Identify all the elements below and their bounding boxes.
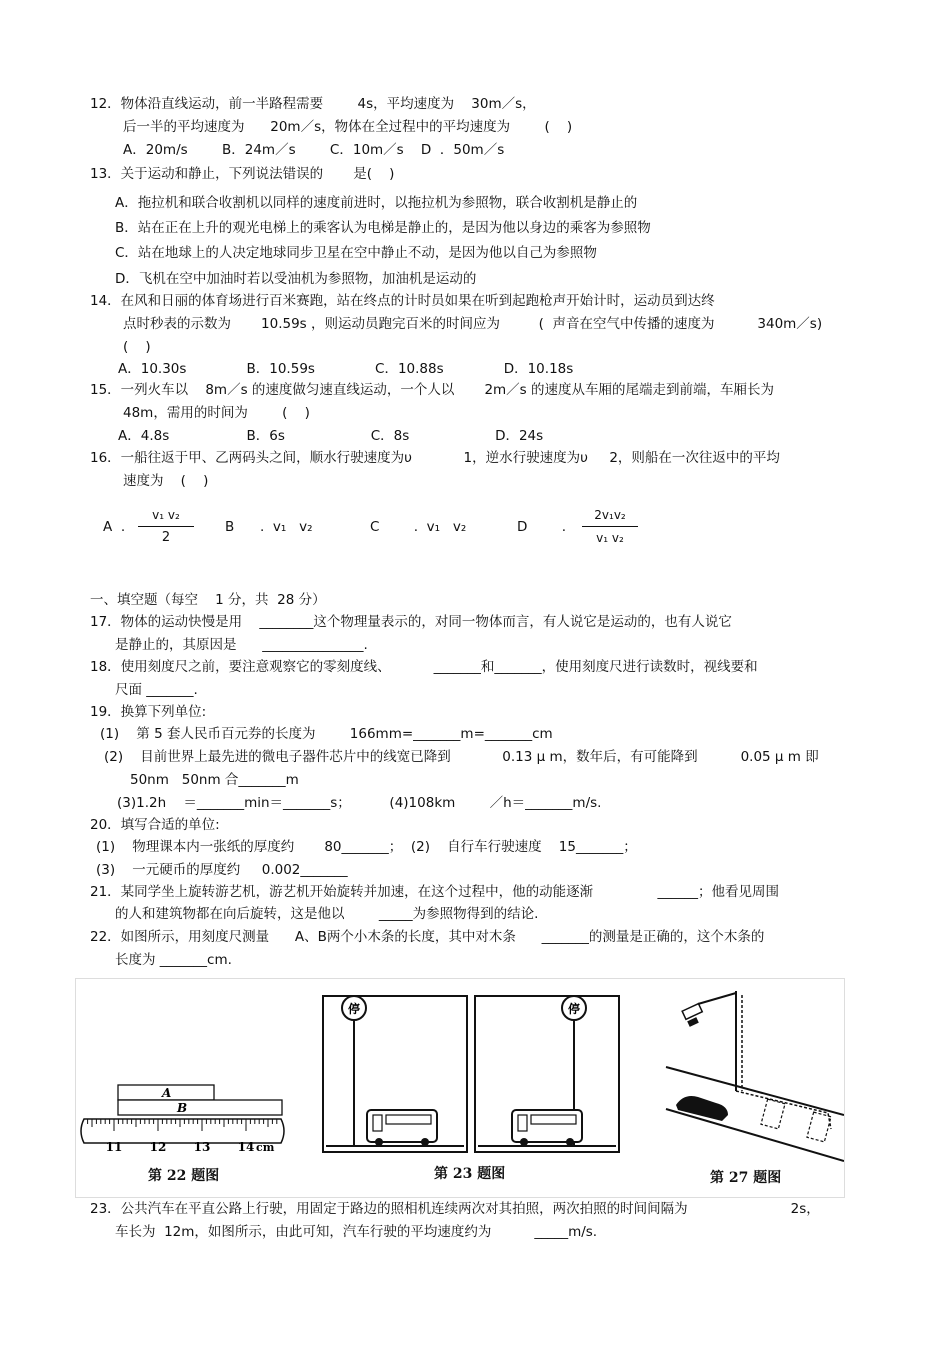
strip-a-label: A [162,1086,172,1100]
q20-items1-2: (1) 物理课本内一张纸的厚度约 80_______； (2) 自行车行驶速度 15_______； [96,839,637,855]
q19-stem: 19．换算下列单位: [90,704,207,720]
figure-strip [75,978,845,1198]
fraction-bar [582,526,638,527]
q16-option-a-denominator: 2 [161,530,171,545]
q18-line2: 尺面 _______. [115,682,198,698]
q15-line2: 48m，需用的时间为 ( ) [123,405,310,421]
q17-line2: 是静止的，其原因是 _______________. [115,637,368,653]
fraction-bar [138,526,194,527]
q16-option-b: B . v₁ v₂ [225,519,313,535]
fig22-ruler-figure [81,1085,284,1154]
q20-item3: (3) 一元硬币的厚度约 0.002_______ [96,862,348,878]
q13-option-b: B．站在正在上升的观光电梯上的乘客认为电梯是静止的，是因为他以身边的乘客为参照物 [115,220,651,236]
q16-option-a-label: A . [103,519,126,535]
stop-sign-text: 停 [347,1002,361,1016]
q20-stem: 20．填写合适的单位: [90,817,220,833]
q18-line1: 18．使用刻度尺之前，要注意观察它的零刻度线、 _______和_______，使用刻度尺进行读数时，视线要和 [90,659,758,675]
q19-item1: (1) 第 5 套人民币百元券的长度为 166mm=_______m=_______cm [100,726,553,742]
q19-item2: (2) 目前世界上最先进的微电子器件芯片中的线宽已降到 0.13 μ m，数年后，有可能降到 0.05 μ m 即 [104,749,819,765]
strip-b [118,1100,282,1115]
ruler-unit: cm [256,1141,275,1154]
fig27-caption: 第 27 题图 [710,1170,782,1186]
fig22-caption: 第 22 题图 [148,1168,220,1184]
q21-line1: 21．某同学坐上旋转游艺机，游艺机开始旋转并加速，在这个过程中，他的动能逐渐 ______；他看见周围 [90,884,780,900]
stop-sign-text: 停 [567,1002,581,1016]
q12-options: A．20m/s B．24m／s C．10m／s D ．50m／s [123,142,505,158]
q14-options: A．10.30s B．10.59s C．10.88s D．10.18s [118,361,574,377]
ruler-tick-label: 14 [237,1140,255,1154]
q13-stem: 13．关于运动和静止，下列说法错误的 是( ) [90,166,395,182]
q16-option-a-numerator: v₁ v₂ [152,508,180,522]
q16-line2: 速度为 ( ) [123,473,209,489]
q13-option-d: D．飞机在空中加油时若以受油机为参照物，加油机是运动的 [115,271,477,287]
fig23-photo-right [475,996,619,1152]
q21-line2: 的人和建筑物都在向后旋转，这是他以 _____为参照物得到的结论. [115,906,539,922]
q16-option-d-fraction [580,507,640,546]
car [676,1096,728,1121]
q19-items3-4: (3)1.2h ＝_______min＝_______s； (4)108km ／h＝_______m/s. [117,795,602,811]
ruler-tick-label: 12 [149,1140,167,1154]
q13-option-a: A．拖拉机和联合收割机以同样的速度前进时，以拖拉机为参照物，联合收割机是静止的 [115,195,638,211]
strip-b-label: B [177,1101,188,1115]
q15-options: A．4.8s B．6s C．8s D．24s [118,428,544,444]
q23-line2: 车长为 12m，如图所示，由此可知，汽车行驶的平均速度约为 _____m/s. [115,1224,598,1240]
q16-option-d-denominator: v₁ v₂ [596,531,624,545]
q14-line3: ( ) [123,339,151,355]
q14-line1: 14．在风和日丽的体育场进行百米赛跑，站在终点的计时员如果在听到起跑枪声开始计时，运动员到达终 [90,293,715,309]
q14-line2: 点时秒表的示数为 10.59s ，则运动员跑完百米的时间应为 ( 声音在空气中传播的速度为 340m／s) [123,316,823,332]
fig27-figure [666,991,844,1161]
q12-line1: 12．物体沿直线运动，前一半路程需要 4s，平均速度为 30m／s， [90,96,536,112]
q16-option-d-numerator: 2v₁v₂ [594,508,626,522]
q22-line1: 22．如图所示，用刻度尺测量 A、B两个小木条的长度，其中对木条 _______的测量是正确的，这个木条的 [90,929,765,945]
q16-option-c: C . v₁ v₂ [370,519,467,535]
fig23-caption: 第 23 题图 [434,1166,506,1182]
q15-line1: 15．一列火车以 8m／s 的速度做匀速直线运动，一个人以 2m／s 的速度从车厢的尾端走到前端，车厢长为 [90,382,775,398]
q16-option-a-fraction [136,507,196,546]
q17-line1: 17．物体的运动快慢是用 ________这个物理量表示的，对同一物体而言，有人说它是运动的，也有人说它 [90,614,732,630]
q16-line1: 16．一船往返于甲、乙两码头之间，顺水行驶速度为υ 1，逆水行驶速度为υ 2，则船在一次往返中的平均 [90,450,780,466]
ruler-tick-label: 11 [105,1140,123,1154]
ruler-tick-label: 13 [193,1140,211,1154]
q12-line2: 后一半的平均速度为 20m／s，物体在全过程中的平均速度为 ( ) [123,119,573,135]
fig23-photo-left [323,996,467,1152]
q22-line2: 长度为 _______cm. [115,952,232,968]
section-title: 一、填空题（每空 1 分，共 28 分） [90,592,326,608]
q13-option-c: C．站在地球上的人决定地球同步卫星在空中静止不动，是因为他以自己为参照物 [115,245,597,261]
q19-item2-cont: 50nm 50nm 合_______m [130,772,299,788]
q23-line1: 23．公共汽车在平直公路上行驶，用固定于路边的照相机连续两次对其拍照，两次拍照的时间间隔为 2s， [90,1201,820,1217]
q16-option-d-label: D . [517,519,567,535]
camera [682,1004,702,1020]
